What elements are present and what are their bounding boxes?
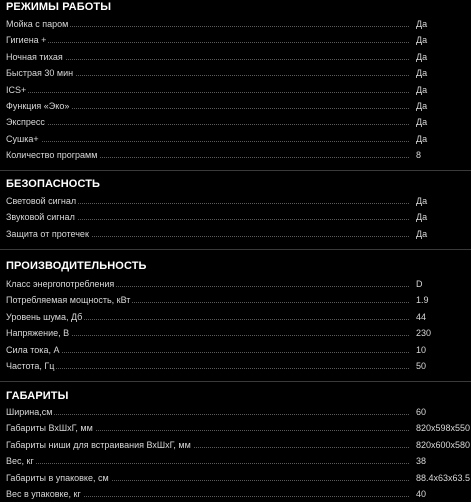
spec-row	[0, 453, 471, 469]
spec-value: Да	[416, 228, 428, 239]
spec-value: 40	[416, 488, 427, 499]
spec-label: Звуковой сигнал	[6, 209, 77, 225]
section-title: ПРОИЗВОДИТЕЛЬНОСТЬ	[6, 260, 147, 272]
dotted-leader	[6, 368, 409, 369]
spec-label: Защита от протечек	[6, 226, 91, 242]
spec-label: Класс энергопотребления	[6, 276, 116, 292]
spec-value: 60	[416, 407, 427, 417]
spec-row	[0, 404, 471, 420]
spec-label: Габариты в упаковке, см	[6, 470, 111, 486]
spec-value: Да	[416, 84, 428, 95]
dotted-leader	[6, 141, 409, 142]
spec-value: D	[416, 279, 423, 289]
spec-row	[0, 226, 471, 242]
spec-row	[0, 114, 471, 130]
spec-label: Вес в упаковке, кг	[6, 486, 83, 502]
spec-label: Уровень шума, Дб	[6, 309, 84, 325]
section-safety	[0, 177, 471, 250]
spec-row	[0, 147, 471, 163]
section-title: РЕЖИМЫ РАБОТЫ	[6, 1, 112, 13]
spec-value: 1.9	[416, 295, 429, 306]
spec-value: 88.4x63x63.5	[416, 472, 471, 483]
dotted-leader	[6, 124, 409, 125]
spec-value: Да	[416, 133, 428, 144]
spec-value: Да	[416, 117, 428, 128]
section-title: БЕЗОПАСНОСТЬ	[6, 178, 101, 190]
spec-label: ICS+	[6, 82, 28, 98]
spec-label: Быстрая 30 мин	[6, 65, 75, 81]
spec-value: Да	[416, 212, 428, 223]
spec-value: 44	[416, 311, 427, 322]
spec-label: Количество программ	[6, 147, 99, 163]
spec-label: Напряжение, В	[6, 325, 71, 341]
spec-label: Функция «Эко»	[6, 98, 71, 114]
spec-row	[0, 292, 471, 308]
spec-row	[0, 309, 471, 325]
spec-row	[0, 98, 471, 114]
spec-value: 10	[416, 344, 427, 355]
spec-label: Экспресс	[6, 114, 47, 130]
section-title: ГАБАРИТЫ	[6, 390, 69, 402]
spec-value: 820x598x550	[416, 423, 471, 434]
dotted-leader	[6, 42, 409, 43]
spec-row	[0, 16, 471, 32]
dotted-leader	[6, 92, 409, 93]
spec-row	[0, 470, 471, 486]
spec-value: Да	[416, 51, 428, 62]
spec-row	[0, 342, 471, 358]
spec-row	[0, 131, 471, 147]
spec-label: Габариты ниши для встраивания ВхШхГ, мм	[6, 437, 193, 453]
spec-value: 50	[416, 360, 427, 371]
spec-label: Габариты ВхШхГ, мм	[6, 420, 95, 436]
spec-label: Световой сигнал	[6, 193, 78, 209]
spec-label: Ширина,см	[6, 404, 54, 420]
spec-value: Да	[416, 68, 428, 79]
spec-row	[0, 209, 471, 225]
spec-row	[0, 49, 471, 65]
section-dimensions	[0, 389, 471, 500]
spec-row	[0, 276, 471, 292]
spec-value: 820x600x580	[416, 439, 471, 450]
spec-row	[0, 437, 471, 453]
spec-value: Да	[416, 100, 428, 111]
spec-row	[0, 358, 471, 374]
spec-label: Потребляемая мощность, кВт	[6, 292, 132, 308]
spec-row	[0, 193, 471, 209]
spec-label: Ночная тихая	[6, 49, 65, 65]
dotted-leader	[6, 352, 409, 353]
section-performance	[0, 259, 471, 382]
spec-value: 230	[416, 328, 432, 339]
spec-row	[0, 65, 471, 81]
spec-label: Частота, Гц	[6, 358, 56, 374]
spec-label: Сушка+	[6, 131, 41, 147]
spec-label: Вес, кг	[6, 453, 36, 469]
spec-label: Гигиена +	[6, 32, 48, 48]
spec-row	[0, 82, 471, 98]
dotted-leader	[6, 414, 409, 415]
spec-value: Да	[416, 196, 428, 206]
dotted-leader	[6, 463, 409, 464]
spec-value: 8	[416, 150, 422, 161]
spec-value: 38	[416, 456, 427, 467]
dotted-leader	[6, 59, 409, 60]
spec-row	[0, 32, 471, 48]
spec-label: Мойка с паром	[6, 16, 70, 32]
spec-row	[0, 325, 471, 341]
spec-value: Да	[416, 19, 428, 29]
spec-row	[0, 420, 471, 436]
section-operating-modes	[0, 0, 471, 171]
spec-value: Да	[416, 35, 428, 46]
spec-label: Сила тока, А	[6, 342, 61, 358]
